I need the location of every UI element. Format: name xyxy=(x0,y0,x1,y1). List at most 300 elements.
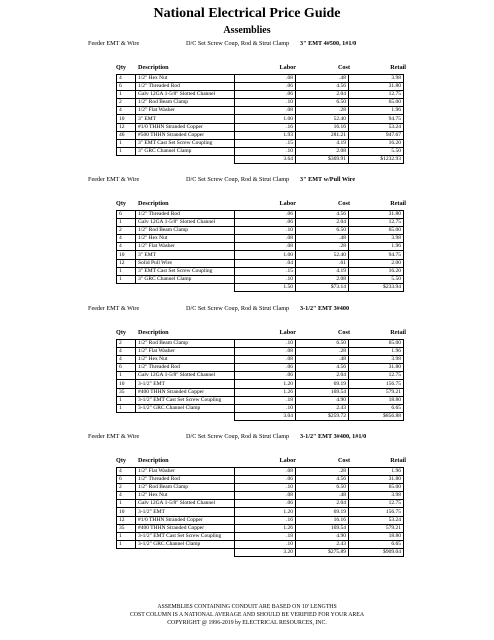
spacer xyxy=(136,283,235,291)
table-row xyxy=(117,468,404,476)
cell-qty: 2 xyxy=(117,484,136,492)
items-table xyxy=(116,74,404,164)
cell-cost: 2.04 xyxy=(296,372,349,380)
cell-cost: 6.50 xyxy=(296,340,349,348)
cell-cost: 16.16 xyxy=(296,123,349,131)
cell-retail: 18.80 xyxy=(349,532,404,540)
table-row xyxy=(117,267,404,275)
col-qty: Qty xyxy=(116,329,126,336)
items-table xyxy=(116,210,404,292)
cell-qty: 1 xyxy=(117,500,136,508)
cell-labor: .08 xyxy=(235,356,296,364)
page-subtitle: Assemblies xyxy=(223,25,271,36)
cell-description: 1/2" Hex Nut xyxy=(136,235,235,243)
cell-labor: 1.26 xyxy=(235,388,296,396)
cell-labor: .10 xyxy=(235,340,296,348)
cell-cost: 4.56 xyxy=(296,364,349,372)
table-row xyxy=(117,147,404,155)
cell-retail: 156.75 xyxy=(349,508,404,516)
table-row xyxy=(117,388,404,396)
cell-qty: 12 xyxy=(117,516,136,524)
cell-cost: .28 xyxy=(296,243,349,251)
cell-retail: 6.65 xyxy=(349,404,404,412)
cell-cost: 2.43 xyxy=(296,540,349,548)
cell-retail: 94.75 xyxy=(349,251,404,259)
table-row xyxy=(117,492,404,500)
col-labor: Labor xyxy=(279,329,296,336)
items-table xyxy=(116,467,404,557)
cell-cost: 2.04 xyxy=(296,219,349,227)
cell-cost: 2.43 xyxy=(296,404,349,412)
cell-cost: .48 xyxy=(296,356,349,364)
cell-labor: .10 xyxy=(235,275,296,283)
cell-description: 1/2" Hex Nut xyxy=(136,356,235,364)
col-description: Description xyxy=(138,200,169,207)
cell-description: 3-1/2" EMT xyxy=(136,380,235,388)
table-row xyxy=(117,532,404,540)
cell-cost: .28 xyxy=(296,107,349,115)
table-row xyxy=(117,219,404,227)
cell-retail: 3.98 xyxy=(349,235,404,243)
total-row xyxy=(117,155,404,163)
cell-labor: .08 xyxy=(235,348,296,356)
cell-cost: 2.08 xyxy=(296,147,349,155)
cell-retail: 12.75 xyxy=(349,372,404,380)
table-row xyxy=(117,139,404,147)
cell-labor: .10 xyxy=(235,227,296,235)
table-row xyxy=(117,99,404,107)
cell-cost: .28 xyxy=(296,348,349,356)
table-row xyxy=(117,340,404,348)
cell-retail: 156.75 xyxy=(349,380,404,388)
col-labor: Labor xyxy=(279,64,296,71)
cell-qty: 46 xyxy=(117,131,136,139)
cell-labor: 1.26 xyxy=(235,524,296,532)
total-retail: $909.04 xyxy=(349,548,404,556)
col-description: Description xyxy=(138,64,169,71)
spacer xyxy=(136,412,235,420)
table-row xyxy=(117,540,404,548)
spacer xyxy=(117,548,136,556)
table-row xyxy=(117,396,404,404)
cell-description: 1/2" Flat Washer xyxy=(136,107,235,115)
table-row xyxy=(117,211,404,219)
cell-retail: 12.75 xyxy=(349,500,404,508)
cell-labor: .06 xyxy=(235,83,296,91)
cell-cost: .48 xyxy=(296,492,349,500)
cell-qty: 2 xyxy=(117,340,136,348)
cell-retail: 12.75 xyxy=(349,219,404,227)
table-row xyxy=(117,275,404,283)
table-row xyxy=(117,500,404,508)
cell-labor: .08 xyxy=(235,243,296,251)
cell-labor: .10 xyxy=(235,99,296,107)
total-labor: 3.20 xyxy=(235,548,296,556)
cell-retail: 31.80 xyxy=(349,476,404,484)
cell-qty: 1 xyxy=(117,275,136,283)
col-description: Description xyxy=(138,329,169,336)
cell-labor: .10 xyxy=(235,404,296,412)
table-row xyxy=(117,508,404,516)
cell-cost: 2.04 xyxy=(296,500,349,508)
cell-description: 1/2" Hex Nut xyxy=(136,75,235,83)
cell-labor: .06 xyxy=(235,500,296,508)
assembly-section xyxy=(0,305,494,421)
assembly-category: Feeder EMT & Wire xyxy=(88,305,140,312)
table-row xyxy=(117,259,404,267)
cell-description: 3-1/2" GRC Channel Clamp xyxy=(136,404,235,412)
assembly-section xyxy=(0,433,494,557)
assembly-description: D/C Set Screw Coup, Rod & Strut Clamp xyxy=(186,176,290,183)
cell-qty: 2 xyxy=(117,227,136,235)
cell-labor: .04 xyxy=(235,259,296,267)
table-row xyxy=(117,372,404,380)
cell-qty: 4 xyxy=(117,348,136,356)
spacer xyxy=(136,155,235,163)
table-row xyxy=(117,380,404,388)
cell-cost: 6.50 xyxy=(296,484,349,492)
cell-cost: 52.40 xyxy=(296,115,349,123)
cell-qty: 4 xyxy=(117,235,136,243)
assembly-header xyxy=(0,433,494,457)
cell-qty: 4 xyxy=(117,243,136,251)
cell-retail: 31.80 xyxy=(349,83,404,91)
spacer xyxy=(117,412,136,420)
column-headers xyxy=(0,457,494,467)
spacer xyxy=(117,155,136,163)
assembly-header xyxy=(0,305,494,329)
total-row xyxy=(117,412,404,420)
col-cost: Cost xyxy=(337,329,350,336)
cell-labor: .06 xyxy=(235,211,296,219)
cell-qty: 4 xyxy=(117,356,136,364)
table-row xyxy=(117,516,404,524)
cell-description: 1/2" Threaded Rod xyxy=(136,211,235,219)
assembly-description: D/C Set Screw Coup, Rod & Strut Clamp xyxy=(186,40,290,47)
cell-cost: 4.56 xyxy=(296,476,349,484)
cell-labor: .06 xyxy=(235,219,296,227)
assembly-name: 3-1/2" EMT 3#400 xyxy=(300,305,350,312)
cell-retail: 2.00 xyxy=(349,259,404,267)
cell-qty: 6 xyxy=(117,211,136,219)
assembly-category: Feeder EMT & Wire xyxy=(88,40,140,47)
assembly-description: D/C Set Screw Coup, Rod & Strut Clamp xyxy=(186,305,290,312)
cell-description: 1/2" Flat Washer xyxy=(136,243,235,251)
col-cost: Cost xyxy=(337,64,350,71)
footer xyxy=(0,603,494,627)
footer-line: ASSEMBLIES CONTAINING CONDUIT ARE BASED ON 10' LENGTHS xyxy=(157,604,337,610)
cell-retail: 94.75 xyxy=(349,115,404,123)
cell-labor: .08 xyxy=(235,75,296,83)
cell-retail: 1.96 xyxy=(349,107,404,115)
cell-description: 3-1/2" GRC Channel Clamp xyxy=(136,540,235,548)
cell-qty: 1 xyxy=(117,267,136,275)
table-row xyxy=(117,251,404,259)
cell-cost: 169.54 xyxy=(296,388,349,396)
table-row xyxy=(117,123,404,131)
cell-labor: .06 xyxy=(235,372,296,380)
cell-retail: 5.50 xyxy=(349,275,404,283)
table-row xyxy=(117,115,404,123)
cell-retail: 16.20 xyxy=(349,267,404,275)
cell-labor: .15 xyxy=(235,139,296,147)
cell-retail: 5.50 xyxy=(349,147,404,155)
cell-labor: .08 xyxy=(235,235,296,243)
cell-description: 3" EMT xyxy=(136,115,235,123)
table-row xyxy=(117,107,404,115)
col-retail: Retail xyxy=(390,457,406,464)
col-cost: Cost xyxy=(337,457,350,464)
assembly-section xyxy=(0,176,494,292)
assembly-header xyxy=(0,176,494,200)
assembly-category: Feeder EMT & Wire xyxy=(88,433,140,440)
col-retail: Retail xyxy=(390,329,406,336)
spacer xyxy=(117,283,136,291)
cell-labor: 1.20 xyxy=(235,380,296,388)
cell-description: 1/2" Rod Beam Clamp xyxy=(136,484,235,492)
cell-labor: 1.93 xyxy=(235,131,296,139)
cell-qty: 6 xyxy=(117,83,136,91)
cell-qty: 6 xyxy=(117,364,136,372)
cell-qty: 2 xyxy=(117,99,136,107)
table-row xyxy=(117,348,404,356)
col-qty: Qty xyxy=(116,64,126,71)
total-labor: 3.04 xyxy=(235,412,296,420)
cell-retail: 16.20 xyxy=(349,139,404,147)
cell-description: #400 THHN Stranded Copper xyxy=(136,388,235,396)
assembly-header xyxy=(0,40,494,64)
cell-retail: 579.21 xyxy=(349,524,404,532)
cell-labor: 1.00 xyxy=(235,115,296,123)
table-row xyxy=(117,243,404,251)
cell-cost: 2.04 xyxy=(296,91,349,99)
total-cost: $259.72 xyxy=(296,412,349,420)
cell-labor: .18 xyxy=(235,532,296,540)
table-row xyxy=(117,83,404,91)
cell-labor: 1.00 xyxy=(235,251,296,259)
cell-retail: 3.98 xyxy=(349,75,404,83)
cell-qty: 10 xyxy=(117,380,136,388)
cell-description: 1/2" Threaded Rod xyxy=(136,83,235,91)
cell-description: 3" EMT xyxy=(136,251,235,259)
cell-qty: 1 xyxy=(117,219,136,227)
cell-qty: 1 xyxy=(117,372,136,380)
total-retail: $233.94 xyxy=(349,283,404,291)
cell-labor: .10 xyxy=(235,147,296,155)
spacer xyxy=(136,548,235,556)
table-row xyxy=(117,356,404,364)
cell-qty: 1 xyxy=(117,532,136,540)
col-labor: Labor xyxy=(279,457,296,464)
table-row xyxy=(117,75,404,83)
total-labor: 3.64 xyxy=(235,155,296,163)
cell-description: Galv 12GA 1-5/8" Slotted Channel xyxy=(136,372,235,380)
cell-description: Galv 12GA 1-5/8" Slotted Channel xyxy=(136,219,235,227)
cell-retail: 65.00 xyxy=(349,484,404,492)
page-title: National Electrical Price Guide xyxy=(153,6,341,21)
cell-description: #1/0 THHN Stranded Copper xyxy=(136,516,235,524)
cell-labor: 1.20 xyxy=(235,508,296,516)
cell-description: 3-1/2" EMT Cast Set Screw Coupling xyxy=(136,532,235,540)
cell-retail: 579.21 xyxy=(349,388,404,396)
table-row xyxy=(117,404,404,412)
cell-labor: .06 xyxy=(235,476,296,484)
cell-cost: 52.40 xyxy=(296,251,349,259)
cell-retail: 31.80 xyxy=(349,364,404,372)
cell-qty: 35 xyxy=(117,388,136,396)
cell-qty: 1 xyxy=(117,139,136,147)
cell-labor: .08 xyxy=(235,492,296,500)
cell-cost: 4.56 xyxy=(296,83,349,91)
cell-description: 1/2" Threaded Rod xyxy=(136,476,235,484)
cell-qty: 1 xyxy=(117,396,136,404)
total-retail: $856.88 xyxy=(349,412,404,420)
cell-retail: 53.24 xyxy=(349,516,404,524)
cell-cost: 16.16 xyxy=(296,516,349,524)
col-retail: Retail xyxy=(390,64,406,71)
total-row xyxy=(117,548,404,556)
cell-retail: 947.67 xyxy=(349,131,404,139)
items-table xyxy=(116,339,404,421)
cell-retail: 1.96 xyxy=(349,348,404,356)
cell-qty: 12 xyxy=(117,259,136,267)
table-row xyxy=(117,524,404,532)
col-description: Description xyxy=(138,457,169,464)
col-qty: Qty xyxy=(116,200,126,207)
cell-retail: 65.00 xyxy=(349,340,404,348)
cell-labor: .06 xyxy=(235,91,296,99)
cell-description: 1/2" Rod Beam Clamp xyxy=(136,227,235,235)
table-row xyxy=(117,91,404,99)
cell-qty: 4 xyxy=(117,468,136,476)
table-row xyxy=(117,227,404,235)
col-retail: Retail xyxy=(390,200,406,207)
cell-retail: 65.00 xyxy=(349,99,404,107)
cell-labor: .16 xyxy=(235,516,296,524)
cell-qty: 1 xyxy=(117,404,136,412)
cell-labor: .10 xyxy=(235,540,296,548)
cell-description: 3-1/2" EMT xyxy=(136,508,235,516)
cell-cost: 6.50 xyxy=(296,227,349,235)
cell-qty: 1 xyxy=(117,540,136,548)
cell-labor: .18 xyxy=(235,396,296,404)
cell-qty: 4 xyxy=(117,107,136,115)
cell-description: 1/2" Hex Nut xyxy=(136,492,235,500)
cell-description: #400 THHN Stranded Copper xyxy=(136,524,235,532)
col-labor: Labor xyxy=(279,200,296,207)
table-row xyxy=(117,364,404,372)
cell-cost: 2.08 xyxy=(296,275,349,283)
cell-labor: .08 xyxy=(235,468,296,476)
cell-description: 3" GRC Channel Clamp xyxy=(136,147,235,155)
cell-labor: .06 xyxy=(235,364,296,372)
assembly-name: 3" EMT w/Pull Wire xyxy=(300,176,356,183)
table-row xyxy=(117,131,404,139)
cell-retail: 53.24 xyxy=(349,123,404,131)
cell-qty: 6 xyxy=(117,476,136,484)
cell-qty: 10 xyxy=(117,115,136,123)
table-row xyxy=(117,476,404,484)
cell-cost: .28 xyxy=(296,468,349,476)
assembly-description: D/C Set Screw Coup, Rod & Strut Clamp xyxy=(186,433,290,440)
cell-labor: .16 xyxy=(235,123,296,131)
cell-cost: .48 xyxy=(296,235,349,243)
cell-qty: 1 xyxy=(117,91,136,99)
cell-qty: 10 xyxy=(117,508,136,516)
cell-labor: .10 xyxy=(235,484,296,492)
col-qty: Qty xyxy=(116,457,126,464)
cell-retail: 3.98 xyxy=(349,356,404,364)
cell-retail: 1.96 xyxy=(349,468,404,476)
cell-description: 1/2" Rod Beam Clamp xyxy=(136,99,235,107)
assembly-name: 3-1/2" EMT 3#400, 1#1/0 xyxy=(300,433,367,440)
column-headers xyxy=(0,200,494,210)
cell-description: 3" EMT Cast Set Screw Coupling xyxy=(136,267,235,275)
cell-retail: 65.00 xyxy=(349,227,404,235)
cell-cost: 4.19 xyxy=(296,139,349,147)
cell-description: 3" EMT Cast Set Screw Coupling xyxy=(136,139,235,147)
cell-cost: 4.90 xyxy=(296,396,349,404)
cell-cost: 4.19 xyxy=(296,267,349,275)
cell-cost: 69.19 xyxy=(296,380,349,388)
cell-retail: 18.80 xyxy=(349,396,404,404)
assembly-section xyxy=(0,40,494,164)
cell-qty: 35 xyxy=(117,524,136,532)
cell-description: Galv 12GA 1-5/8" Slotted Channel xyxy=(136,91,235,99)
table-row xyxy=(117,235,404,243)
cell-cost: 4.90 xyxy=(296,532,349,540)
cell-cost: 281.21 xyxy=(296,131,349,139)
col-cost: Cost xyxy=(337,200,350,207)
cell-description: 1/2" Rod Beam Clamp xyxy=(136,340,235,348)
cell-cost: .61 xyxy=(296,259,349,267)
cell-qty: 4 xyxy=(117,75,136,83)
total-row xyxy=(117,283,404,291)
cell-cost: 169.54 xyxy=(296,524,349,532)
cell-description: Solid Pull Wire xyxy=(136,259,235,267)
total-cost: $73.14 xyxy=(296,283,349,291)
total-labor: 1.50 xyxy=(235,283,296,291)
cell-retail: 1.96 xyxy=(349,243,404,251)
cell-cost: 69.19 xyxy=(296,508,349,516)
total-cost: $275.89 xyxy=(296,548,349,556)
cell-description: #1/0 THHN Stranded Copper xyxy=(136,123,235,131)
cell-qty: 4 xyxy=(117,492,136,500)
cell-retail: 12.75 xyxy=(349,91,404,99)
assembly-name: 3" EMT 4#500, 1#1/0 xyxy=(300,40,357,47)
cell-cost: 6.50 xyxy=(296,99,349,107)
cell-description: 1/2" Threaded Rod xyxy=(136,364,235,372)
cell-retail: 6.65 xyxy=(349,540,404,548)
cell-labor: .08 xyxy=(235,107,296,115)
total-retail: $1232.93 xyxy=(349,155,404,163)
cell-retail: 31.80 xyxy=(349,211,404,219)
cell-description: 1/2" Flat Washer xyxy=(136,468,235,476)
cell-description: #500 THHN Stranded Copper xyxy=(136,131,235,139)
footer-line: COST COLUMN IS A NATIONAL AVERAGE AND SHOULD BE VERIFIED FOR YOUR AREA xyxy=(129,612,365,618)
cell-labor: .15 xyxy=(235,267,296,275)
table-row xyxy=(117,484,404,492)
cell-qty: 1 xyxy=(117,147,136,155)
assembly-category: Feeder EMT & Wire xyxy=(88,176,140,183)
cell-description: Galv 12GA 1-5/8" Slotted Channel xyxy=(136,500,235,508)
cell-description: 3-1/2" EMT Cast Set Screw Coupling xyxy=(136,396,235,404)
column-headers xyxy=(0,329,494,339)
cell-qty: 12 xyxy=(117,123,136,131)
cell-qty: 10 xyxy=(117,251,136,259)
cell-description: 1/2" Flat Washer xyxy=(136,348,235,356)
footer-line: COPYRIGHT @ 1996-2019 by ELECTRICAL RESOURCES, INC. xyxy=(167,620,327,626)
